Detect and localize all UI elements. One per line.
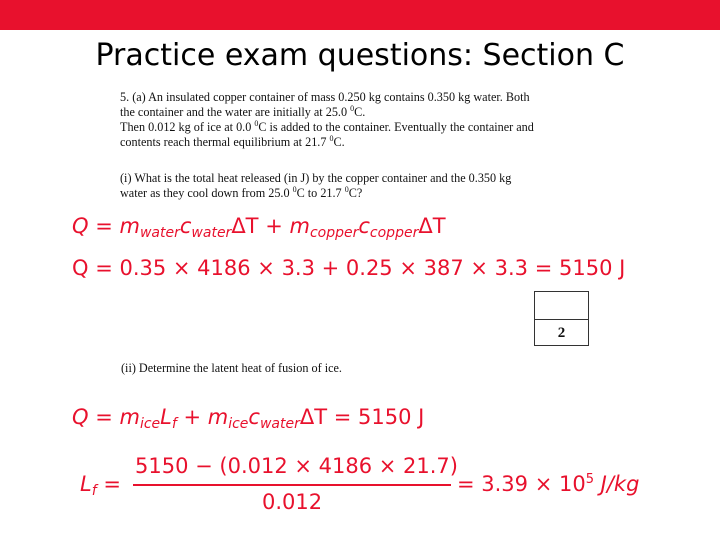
question-5-intro <box>120 90 600 150</box>
question-part-i <box>120 171 590 201</box>
latent-heat-result: = $3.39 \times 10^5$ J/kg <box>457 472 640 496</box>
latent-heat-symbol: $L_f$ = <box>80 472 121 499</box>
fraction-numerator: 5150 − (0.012 × 4186 × 21.7) <box>135 454 458 478</box>
intro-line-4: contents reach thermal equilibrium at 21.7 $^0$C. <box>120 133 345 149</box>
degree-mark: 0 <box>350 103 355 113</box>
degree-mark: 0 <box>329 133 334 143</box>
fraction-denominator: 0.012 <box>262 490 323 514</box>
marks-box <box>534 291 589 346</box>
intro-line-2: the container and the water are initially at 25.0 $^0$C. <box>120 103 366 119</box>
question-part-ii: (ii) Determine the latent heat of fusion of ice. <box>121 361 342 375</box>
slide-title: Practice exam questions: Section C <box>95 38 625 73</box>
degree-mark: 0 <box>292 184 297 194</box>
marks-box-blank <box>535 292 588 320</box>
header-accent-bar <box>0 0 720 30</box>
equation-heat-sum: $Q = m_{water}c_{water}\Delta T + m_{copper}c_{copper}\Delta T$ <box>72 214 446 241</box>
part-i-line-2: water as they cool down from 25.0 $^0$C to 21.7 $^0$C? <box>120 184 363 200</box>
equation-heat-value: Q = 0.35 × 4186 × 3.3 + 0.25 × 387 × 3.3 = 5150 J <box>72 256 626 280</box>
part-i-line-1: (i) What is the total heat released (in J) by the copper container and the 0.350 kg <box>120 171 512 185</box>
marks-value: 2 <box>557 325 566 341</box>
degree-mark: 0 <box>344 184 349 194</box>
equation-ice-heat: $Q = m_{ice}L_f + m_{ice}c_{water}\Delta T = 5150$ J <box>72 405 425 432</box>
degree-mark: 0 <box>254 118 259 128</box>
intro-line-3: Then 0.012 kg of ice at 0.0 $^0$C is added to the container. Eventually the container and <box>120 118 534 134</box>
fraction-bar <box>133 484 451 486</box>
intro-line-1: 5. (a) An insulated copper container of mass 0.250 kg contains 0.350 kg water. Both <box>120 90 530 104</box>
